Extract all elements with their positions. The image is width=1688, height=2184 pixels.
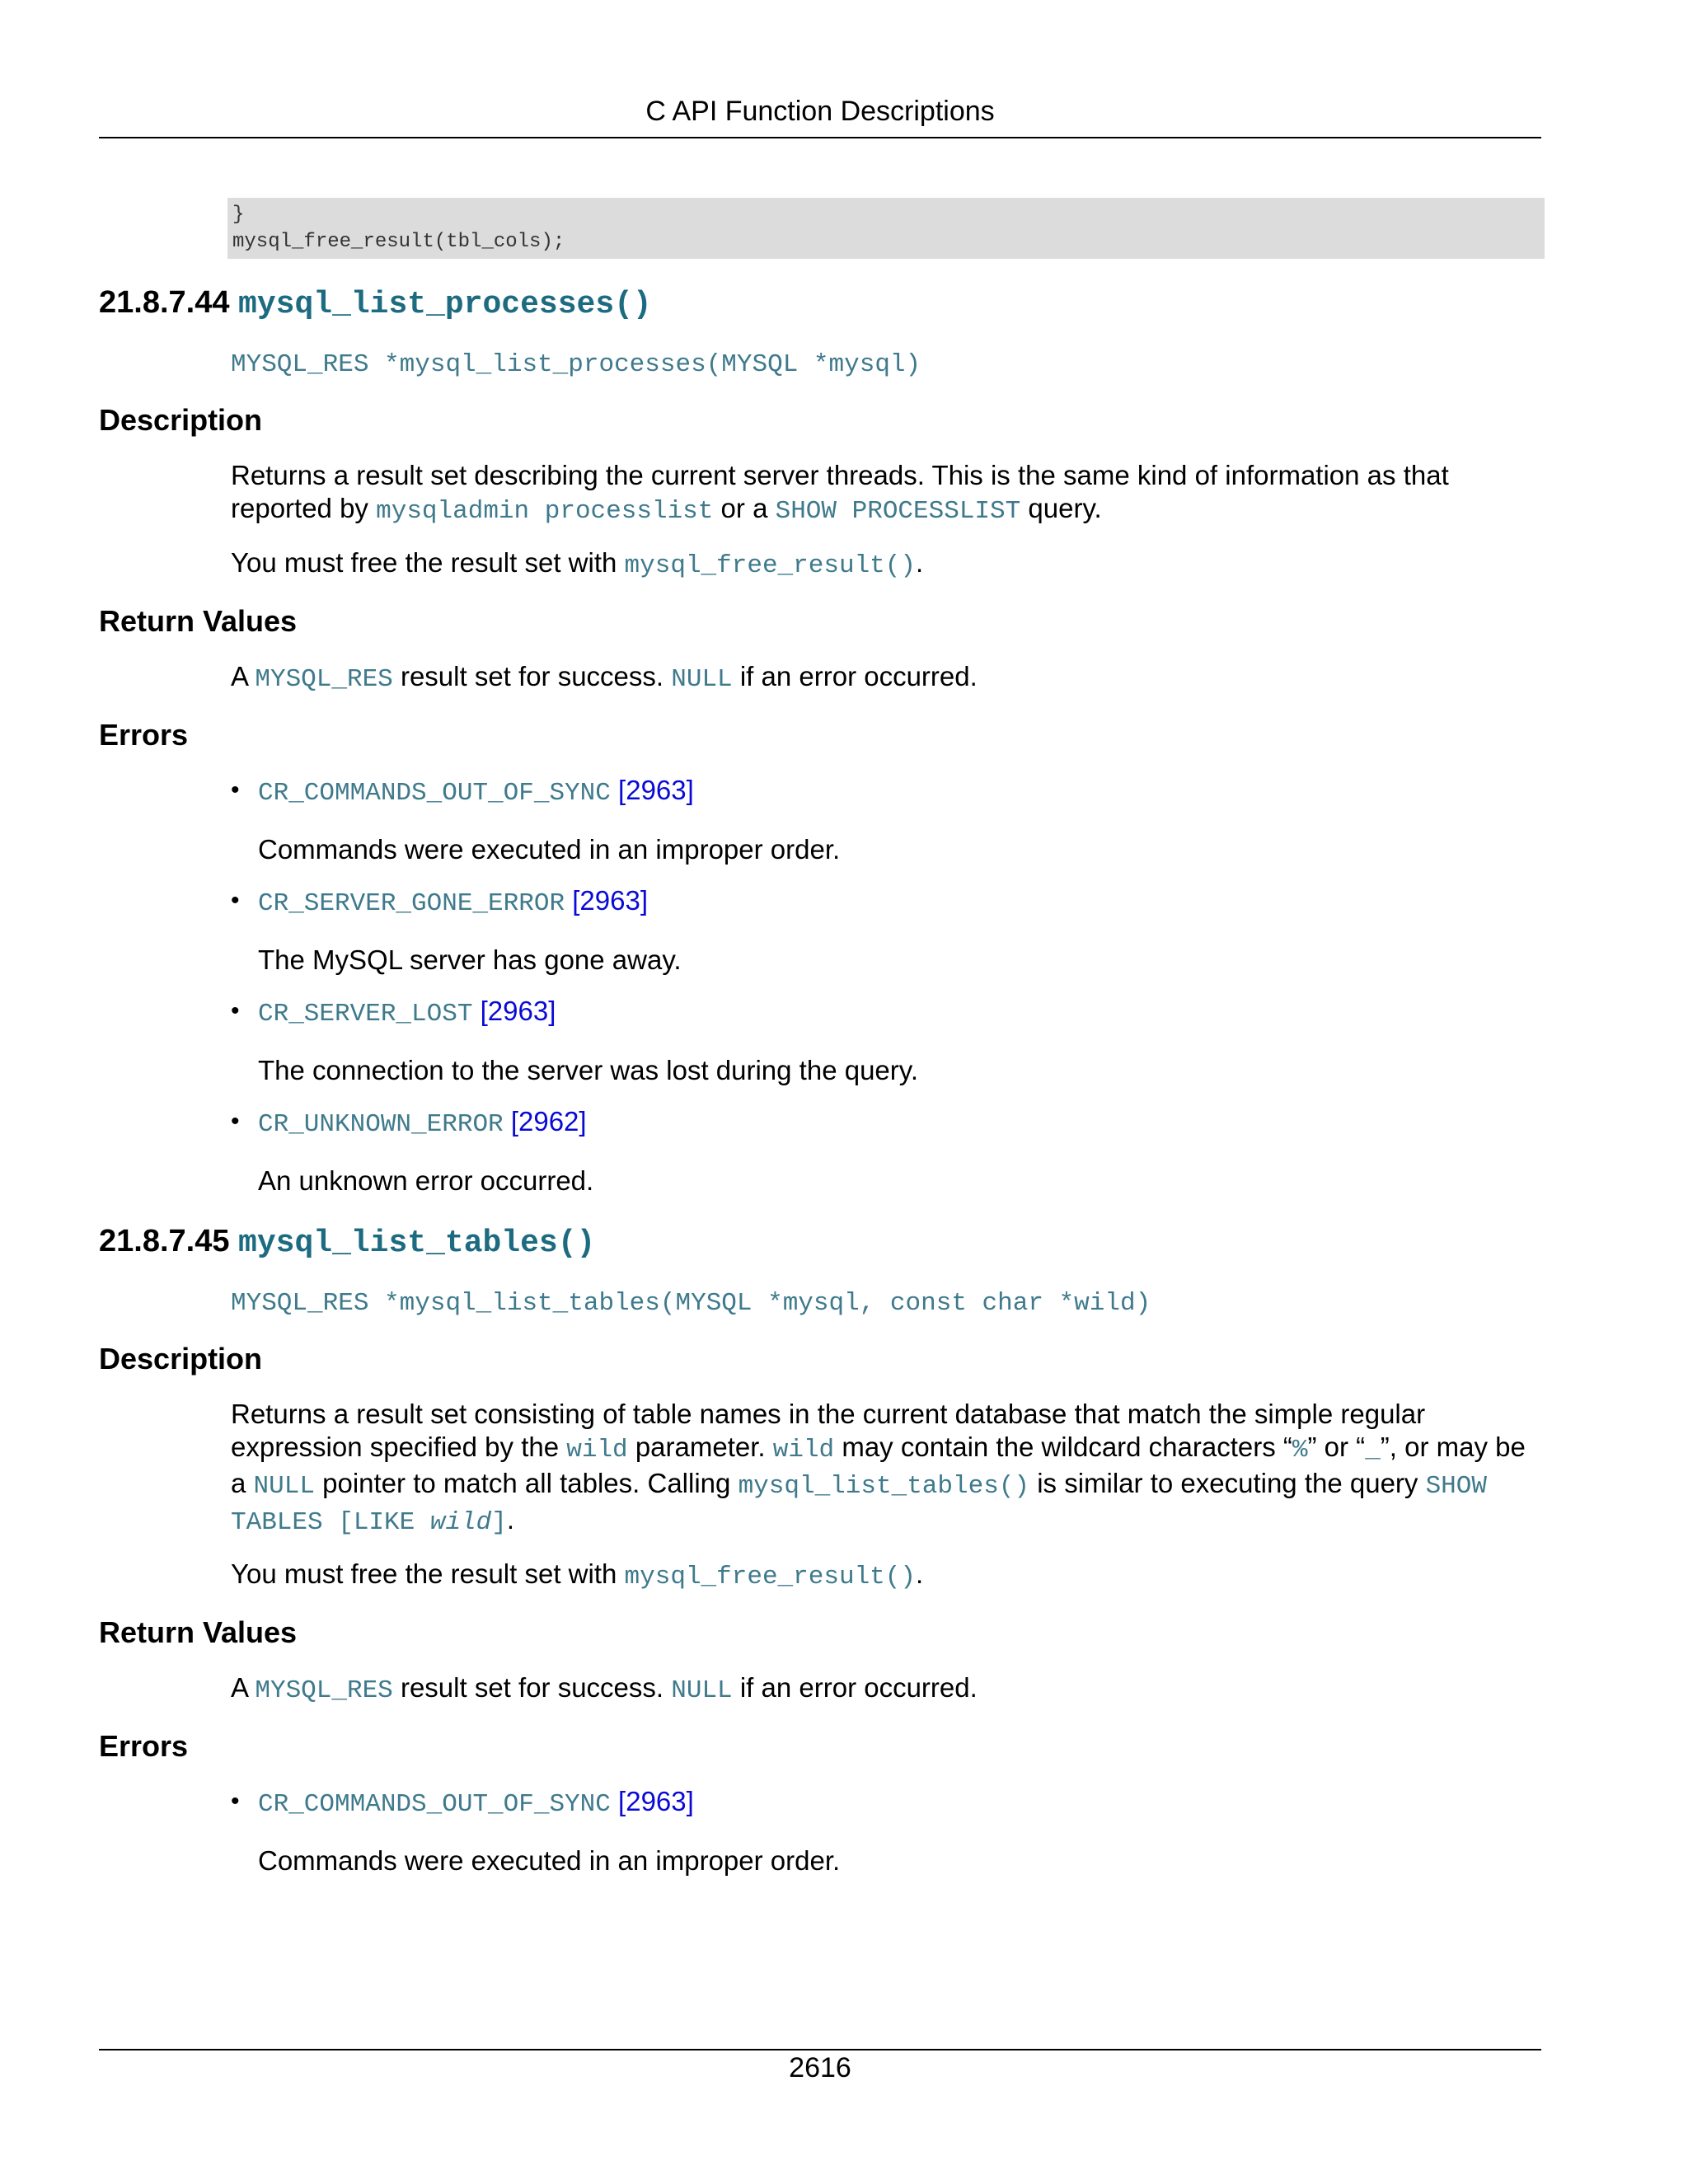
error-description: Commands were executed in an improper order. [258,834,841,865]
bullet-icon: • [231,1788,240,1815]
text: ” or “ [1307,1432,1366,1462]
error-code: CR_UNKNOWN_ERROR [258,1110,504,1139]
error-item [231,883,1541,977]
text: parameter. [627,1432,773,1462]
text: may contain the wildcard characters “ [834,1432,1292,1462]
error-item [231,993,1541,1087]
error-item [231,1783,1541,1877]
error-description: An unknown error occurred. [258,1165,594,1196]
text: query. [1020,493,1102,523]
description-heading: Description [99,1342,263,1376]
inline-code: % [1292,1436,1308,1465]
text: or a [713,493,776,523]
bullet-icon: • [231,1108,240,1135]
inline-code: SHOW PROCESSLIST [775,497,1021,526]
section-function-name: mysql_list_tables() [238,1226,596,1261]
bullet-icon: • [231,997,240,1024]
text: A [231,661,256,691]
error-reference-link[interactable]: [2962] [510,1106,587,1137]
text: You must free the result set with [231,547,625,578]
section-title-list-tables [99,1219,1541,1266]
section-number: 21.8.7.44 [99,285,230,320]
code-line: } [232,204,245,226]
inline-code: NULL [671,665,733,694]
errors-heading: Errors [99,718,189,752]
error-description: The MySQL server has gone away. [258,944,682,975]
free-result-paragraph [231,546,1541,583]
section-number: 21.8.7.45 [99,1224,230,1258]
text: Returns a result set describing the current server threads. This is the same kind of information as that reported by [231,460,1449,523]
section-title-list-processes [99,280,1541,327]
error-code: CR_SERVER_GONE_ERROR [258,889,565,918]
bullet-icon: • [231,776,240,804]
text: . [506,1504,515,1535]
footer-rule [99,2049,1541,2050]
error-list [231,772,1541,1197]
error-reference-link[interactable]: [2963] [572,885,648,916]
text: pointer to match all tables. Calling [314,1468,738,1498]
description-heading: Description [99,403,263,437]
error-list [231,1783,1541,1877]
error-description: Commands were executed in an improper order. [258,1845,841,1876]
running-header: C API Function Descriptions [645,96,995,127]
code-text: SHOW TABLES [LIKE [231,1472,1487,1537]
error-line [231,772,1541,812]
error-item [231,1104,1541,1197]
code-block [227,198,1545,259]
code-line: mysql_free_result(tbl_cols); [232,231,565,253]
return-values-paragraph [231,660,1541,696]
text: is similar to executing the query [1029,1468,1426,1498]
error-line [231,1104,1541,1143]
text: Returns a result set consisting of table names in the current database that match the simple regular expression specified by the [231,1399,1426,1462]
inline-code: mysqladmin processlist [376,497,714,526]
text: . [916,1558,924,1589]
page-content [99,198,1541,1877]
inline-code: mysql_free_result() [624,1563,916,1591]
text: ”, or may be a [231,1432,1526,1498]
inline-code: mysql_free_result() [624,551,916,580]
return-values-paragraph [231,1671,1541,1708]
section-function-name: mysql_list_processes() [238,287,652,322]
error-code: CR_SERVER_LOST [258,1000,473,1029]
errors-heading: Errors [99,1729,189,1763]
text: result set for success. [392,661,672,691]
header-rule [99,137,1541,138]
inline-code: wild [772,1436,835,1465]
error-item [231,772,1541,866]
inline-code: wild [566,1436,628,1465]
error-code: CR_COMMANDS_OUT_OF_SYNC [258,779,611,808]
code-variable: wild [429,1508,492,1537]
text: You must free the result set with [231,1558,625,1589]
description-paragraph [231,459,1541,528]
bullet-icon: • [231,887,240,914]
inline-code: _ [1365,1436,1381,1465]
error-line [231,1783,1541,1823]
function-synopsis: MYSQL_RES *mysql_list_processes(MYSQL *mysql) [231,350,921,379]
text: A [231,1672,256,1703]
error-line [231,883,1541,922]
text: if an error occurred. [732,1672,978,1703]
error-code: CR_COMMANDS_OUT_OF_SYNC [258,1790,611,1819]
inline-code: mysql_list_tables() [738,1472,1030,1501]
return-values-heading: Return Values [99,1615,298,1649]
text: . [916,547,924,578]
inline-code: MYSQL_RES [255,1676,393,1705]
inline-code: MYSQL_RES [255,665,393,694]
inline-code: NULL [253,1472,315,1501]
text: if an error occurred. [732,661,978,691]
description-paragraph [231,1398,1541,1540]
error-reference-link[interactable]: [2963] [618,775,694,805]
function-synopsis: MYSQL_RES *mysql_list_tables(MYSQL *mysql, const char *wild) [231,1289,1151,1318]
page-number: 2616 [789,2052,851,2083]
error-reference-link[interactable]: [2963] [480,996,556,1026]
error-description: The connection to the server was lost during the query. [258,1055,918,1085]
return-values-heading: Return Values [99,604,298,638]
free-result-paragraph [231,1558,1541,1594]
code-text: ] [491,1508,507,1537]
error-line [231,993,1541,1033]
text: result set for success. [392,1672,672,1703]
inline-code: NULL [671,1676,733,1705]
error-reference-link[interactable]: [2963] [618,1786,694,1816]
